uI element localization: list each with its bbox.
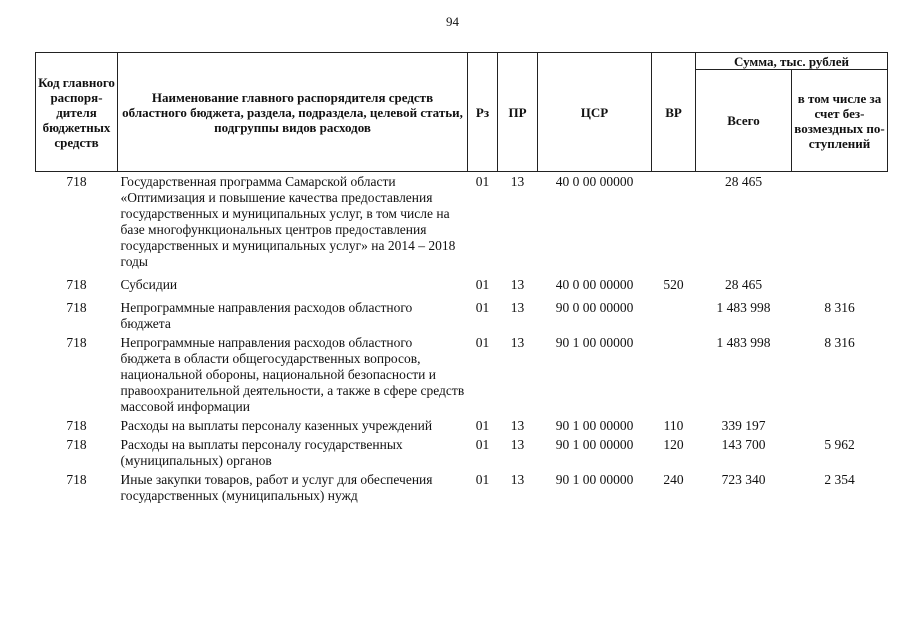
- table-row: [36, 333, 888, 416]
- cell-code: 718: [66, 472, 87, 487]
- cell-free: [792, 271, 888, 294]
- cell-free: [792, 416, 888, 435]
- cell-csr: 40 0 00 00000: [555, 277, 634, 292]
- cell-pr: 13: [510, 437, 525, 452]
- cell-total: 723 340: [721, 472, 766, 487]
- cell-free: 5 962: [824, 437, 855, 452]
- cell-pr: 13: [510, 418, 525, 433]
- cell-pr: 13: [510, 277, 525, 292]
- cell-free: [792, 172, 888, 272]
- header-csr: ЦСР: [538, 53, 652, 172]
- cell-csr: 90 1 00 00000: [555, 437, 634, 452]
- cell-csr: 90 1 00 00000: [555, 418, 634, 433]
- cell-name: Субсидии: [120, 277, 178, 292]
- cell-code: 718: [66, 174, 87, 189]
- cell-name: Иные закупки товаров, работ и услуг для обеспечения государственных (муниципальных) нужд: [120, 472, 433, 503]
- header-sum-group: Сумма, тыс. рублей: [696, 53, 888, 70]
- cell-name: Непрограммные направления расходов областного бюджета: [120, 300, 413, 331]
- table-header: [36, 53, 888, 172]
- cell-vr: 110: [663, 418, 684, 433]
- header-pr: ПР: [498, 53, 538, 172]
- cell-rz: 01: [475, 174, 490, 189]
- cell-rz: 01: [475, 437, 490, 452]
- table-row: [36, 271, 888, 294]
- cell-free: 8 316: [824, 300, 855, 315]
- cell-csr: 40 0 00 00000: [555, 174, 634, 189]
- cell-rz: 01: [475, 335, 490, 350]
- cell-code: 718: [66, 277, 87, 292]
- cell-total: 28 465: [724, 277, 763, 292]
- cell-csr: 90 0 00 00000: [555, 300, 634, 315]
- cell-total: 28 465: [724, 174, 763, 189]
- cell-code: 718: [66, 418, 87, 433]
- table-row: [36, 416, 888, 435]
- table-row: [36, 294, 888, 333]
- cell-vr: 120: [663, 437, 684, 452]
- table-row: [36, 470, 888, 505]
- cell-name: Непрограммные направления расходов областного бюджета в области общегосударственных вопросов, национальной обороны, национальной безопасности и правоохранительной деятельности, а также в сфере средств массовой информации: [120, 335, 465, 414]
- cell-code: 718: [66, 437, 87, 452]
- header-total: Всего: [696, 70, 792, 172]
- cell-free: 2 354: [824, 472, 855, 487]
- cell-pr: 13: [510, 472, 525, 487]
- cell-vr: 240: [663, 472, 684, 487]
- header-vr: ВР: [652, 53, 696, 172]
- header-free: в том числе за счет безвозмездных поступлений: [792, 70, 888, 172]
- cell-rz: 01: [475, 418, 490, 433]
- cell-code: 718: [66, 300, 87, 315]
- header-code: Код главного распорядителя бюджетных средств: [36, 53, 118, 172]
- cell-vr: [652, 294, 696, 333]
- cell-rz: 01: [475, 300, 490, 315]
- cell-total: 339 197: [721, 418, 766, 433]
- cell-vr: 520: [663, 277, 684, 292]
- cell-name: Государственная программа Самарской области «Оптимизация и повышение качества предоставления государственных и муниципальных услуг, в том числе на базе многофункциональных центров предоставления государственных и муниципальных услуг» на 2014 – 2018 годы: [120, 174, 456, 269]
- cell-csr: 90 1 00 00000: [555, 335, 634, 350]
- cell-free: 8 316: [824, 335, 855, 350]
- cell-pr: 13: [510, 335, 525, 350]
- cell-vr: [652, 333, 696, 416]
- cell-name: Расходы на выплаты персоналу государственных (муниципальных) органов: [120, 437, 403, 468]
- cell-vr: [652, 172, 696, 272]
- cell-total: 143 700: [721, 437, 766, 452]
- cell-total: 1 483 998: [716, 300, 771, 315]
- cell-csr: 90 1 00 00000: [555, 472, 634, 487]
- cell-total: 1 483 998: [716, 335, 771, 350]
- cell-name: Расходы на выплаты персоналу казенных учреждений: [120, 418, 433, 433]
- cell-rz: 01: [475, 472, 490, 487]
- cell-pr: 13: [510, 300, 525, 315]
- table-row: [36, 435, 888, 470]
- table-row: [36, 172, 888, 272]
- cell-code: 718: [66, 335, 87, 350]
- header-rz: Рз: [468, 53, 498, 172]
- page-number: 94: [446, 14, 459, 29]
- cell-pr: 13: [510, 174, 525, 189]
- header-name: Наименование главного распорядителя средств областного бюджета, раздела, подраздела, целевой статьи, подгруппы видов расходов: [118, 53, 468, 172]
- budget-table: [35, 52, 888, 505]
- cell-rz: 01: [475, 277, 490, 292]
